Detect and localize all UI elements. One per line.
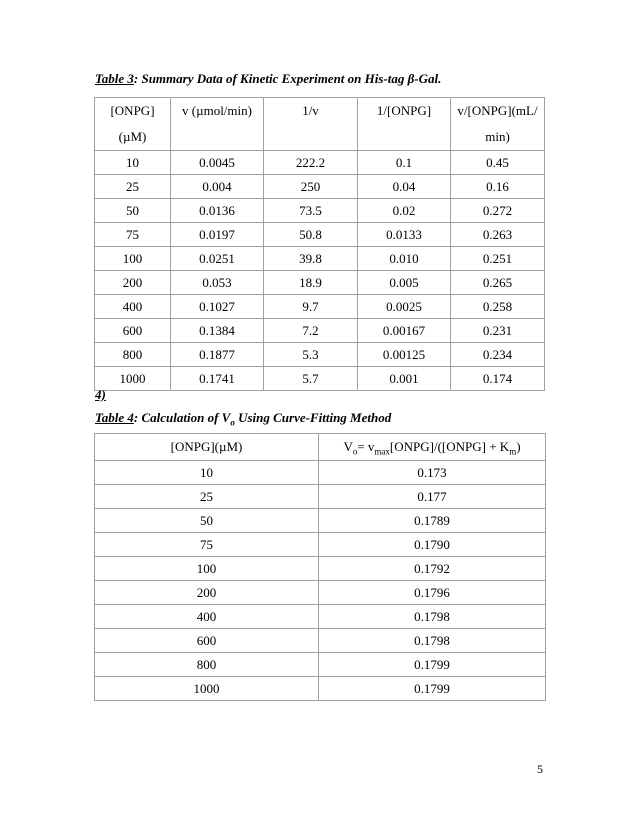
table-cell: 200 (95, 271, 171, 295)
header-line: v/[ONPG](mL/ (457, 103, 538, 118)
table-cell: 0.177 (319, 485, 546, 509)
table-cell: 0.1799 (319, 677, 546, 701)
table-row (95, 533, 546, 557)
table-row (95, 199, 545, 223)
step-number: 4) (95, 387, 106, 402)
table3-caption-label: Table 3 (95, 71, 134, 86)
eq-v0: V (343, 439, 353, 454)
table-cell: 0.234 (451, 343, 545, 367)
table-cell: 0.1798 (319, 629, 546, 653)
table-cell: 0.1741 (171, 367, 264, 391)
table-cell: 0.174 (451, 367, 545, 391)
table-cell: 0.1027 (171, 295, 264, 319)
table-cell: 250 (264, 175, 358, 199)
page-number: 5 (537, 762, 543, 776)
table-cell: 50.8 (264, 223, 358, 247)
table-cell: 0.0251 (171, 247, 264, 271)
table-cell: 0.16 (451, 175, 545, 199)
table-row (95, 151, 545, 175)
table3-caption (95, 71, 441, 87)
table3 (94, 97, 545, 391)
table-cell: 1000 (95, 677, 319, 701)
eq-vmax: = v (357, 439, 375, 454)
table-cell: 0.02 (358, 199, 451, 223)
table-row (95, 461, 546, 485)
table-cell: 0.04 (358, 175, 451, 199)
table-cell: 0.1 (358, 151, 451, 175)
table-cell: 0.005 (358, 271, 451, 295)
table-cell: 0.173 (319, 461, 546, 485)
table-row (95, 175, 545, 199)
header-line: [ONPG] (110, 103, 155, 118)
table-cell: 0.0045 (171, 151, 264, 175)
header-line: (µM) (118, 129, 147, 144)
table3-header-cell (451, 98, 545, 151)
table4-header-row (95, 434, 546, 461)
table-cell: 0.010 (358, 247, 451, 271)
header-line: v (µmol/min) (182, 103, 252, 118)
table-cell: 73.5 (264, 199, 358, 223)
table-cell: 0.1798 (319, 605, 546, 629)
table-row (95, 295, 545, 319)
table3-header-cell (171, 98, 264, 151)
table-cell: 75 (95, 223, 171, 247)
table-row (95, 605, 546, 629)
table-cell: 0.0136 (171, 199, 264, 223)
table-cell: 0.0133 (358, 223, 451, 247)
table-cell: 0.00125 (358, 343, 451, 367)
table-cell: 5.7 (264, 367, 358, 391)
table3-header-cell (95, 98, 171, 151)
table-cell: 100 (95, 557, 319, 581)
table-cell: 75 (95, 533, 319, 557)
table-row (95, 247, 545, 271)
header-line: 1/v (302, 103, 319, 118)
table-cell: 18.9 (264, 271, 358, 295)
table-cell: 10 (95, 151, 171, 175)
table-cell: 25 (95, 175, 171, 199)
table-row (95, 485, 546, 509)
table-cell: 600 (95, 629, 319, 653)
table-row (95, 367, 545, 391)
eq-km-sub: m (509, 446, 517, 457)
table-cell: 400 (95, 605, 319, 629)
table-cell: 400 (95, 295, 171, 319)
table-cell: 0.1796 (319, 581, 546, 605)
table-cell: 50 (95, 509, 319, 533)
eq-v0-sub: o (352, 446, 358, 457)
table-cell: 0.001 (358, 367, 451, 391)
table4-body (95, 434, 546, 701)
table-cell: 0.231 (451, 319, 545, 343)
table-cell: 0.263 (451, 223, 545, 247)
table-cell: 0.251 (451, 247, 545, 271)
table-cell: 0.053 (171, 271, 264, 295)
table-cell: 0.272 (451, 199, 545, 223)
table-cell: 0.1799 (319, 653, 546, 677)
table-row (95, 319, 545, 343)
table-cell: 0.1792 (319, 557, 546, 581)
table4-caption-label: Table 4 (95, 410, 134, 425)
table-cell: 0.258 (451, 295, 545, 319)
table-row (95, 653, 546, 677)
table-row (95, 581, 546, 605)
eq-rest: [ONPG]/([ONPG] + K (389, 439, 510, 454)
table4-caption-text-post: Using Curve-Fitting Method (234, 410, 392, 425)
table4 (94, 433, 546, 701)
table-cell: 25 (95, 485, 319, 509)
table-row (95, 343, 545, 367)
table-cell: 0.0197 (171, 223, 264, 247)
table-cell: 0.00167 (358, 319, 451, 343)
table-cell: 0.1877 (171, 343, 264, 367)
table-cell: 50 (95, 199, 171, 223)
table-cell: 600 (95, 319, 171, 343)
table-cell: 800 (95, 653, 319, 677)
table3-body (95, 98, 545, 391)
table-cell: 200 (95, 581, 319, 605)
table4-header-onpg: [ONPG](µM) (95, 434, 319, 461)
table3-caption-text: : Summary Data of Kinetic Experiment on His-tag β-Gal. (133, 71, 442, 86)
table-cell: 0.0025 (358, 295, 451, 319)
table-cell: 0.1790 (319, 533, 546, 557)
table-cell: 800 (95, 343, 171, 367)
table3-header-cell (358, 98, 451, 151)
table4-caption (95, 410, 391, 426)
table-cell: 0.004 (171, 175, 264, 199)
table-row (95, 223, 545, 247)
table-row (95, 557, 546, 581)
table-cell: 0.265 (451, 271, 545, 295)
table-cell: 5.3 (264, 343, 358, 367)
table-cell: 10 (95, 461, 319, 485)
table-cell: 0.45 (451, 151, 545, 175)
table-cell: 0.1789 (319, 509, 546, 533)
header-line: 1/[ONPG] (376, 103, 432, 118)
table3-header-row (95, 98, 545, 151)
table-row (95, 677, 546, 701)
table4-caption-text-pre: : Calculation of V (133, 410, 231, 425)
table-cell: 9.7 (264, 295, 358, 319)
table-cell: 1000 (95, 367, 171, 391)
table4-caption-sub: o (230, 417, 235, 428)
table-cell: 39.8 (264, 247, 358, 271)
table-row (95, 509, 546, 533)
table-row (95, 629, 546, 653)
table3-header-cell (264, 98, 358, 151)
header-line: min) (485, 129, 510, 144)
table-cell: 222.2 (264, 151, 358, 175)
table-cell: 0.1384 (171, 319, 264, 343)
table-row (95, 271, 545, 295)
table-cell: 100 (95, 247, 171, 271)
table4-header-equation (319, 434, 546, 461)
eq-close: ) (516, 439, 521, 454)
eq-vmax-sub: max (374, 446, 390, 457)
table-cell: 7.2 (264, 319, 358, 343)
